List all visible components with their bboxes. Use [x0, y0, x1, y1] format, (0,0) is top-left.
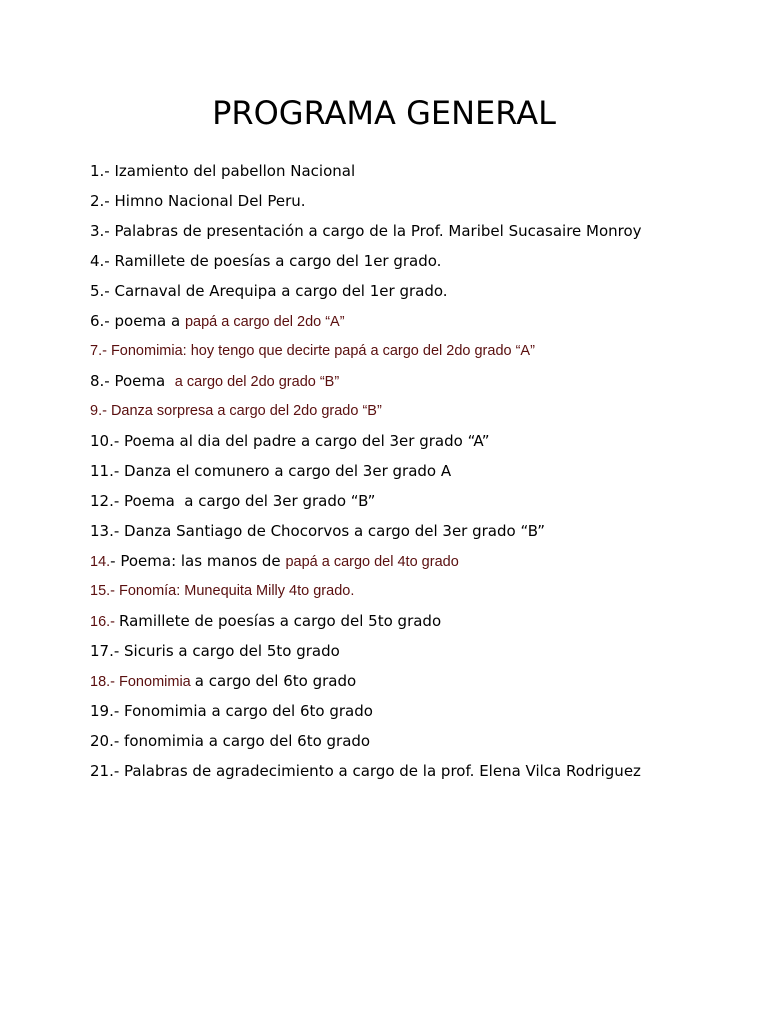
- program-item-text: 14.: [90, 554, 111, 570]
- program-item: [90, 369, 750, 399]
- program-item-text: 13.- Danza Santiago de Chocorvos a cargo del 3er grado “B”: [90, 522, 546, 540]
- program-item: [90, 279, 750, 309]
- program-item-text: 15.- Fonomía: Munequita Milly 4to grado.: [90, 583, 355, 599]
- program-item-text: 2.- Himno Nacional Del Peru.: [90, 192, 306, 210]
- program-item: [90, 189, 750, 219]
- program-item-text: Ramillete de poesías a cargo del 5to grado: [119, 612, 442, 630]
- program-item: [90, 219, 750, 249]
- program-item-text: 9.- Danza sorpresa a cargo del 2do grado “B”: [90, 403, 382, 419]
- program-item: [90, 429, 750, 459]
- program-item-text: 5.- Carnaval de Arequipa a cargo del 1er grado.: [90, 282, 448, 300]
- program-item-text: 17.- Sicuris a cargo del 5to grado: [90, 642, 340, 660]
- program-item-text: papá a cargo del 2do “A”: [184, 314, 345, 330]
- program-item-text: 16.-: [90, 614, 120, 630]
- program-item-text: a cargo del 2do grado “B”: [174, 374, 340, 390]
- program-item: [90, 309, 750, 339]
- program-item: [90, 639, 750, 669]
- program-item: [90, 759, 750, 789]
- program-item: [90, 399, 750, 429]
- program-item-text: 12.- Poema a cargo del 3er grado “B”: [90, 492, 376, 510]
- program-item-text: 19.- Fonomimia a cargo del 6to grado: [90, 702, 373, 720]
- program-item: [90, 699, 750, 729]
- program-item-text: 4.- Ramillete de poesías a cargo del 1er grado.: [90, 252, 442, 270]
- program-item: [90, 579, 750, 609]
- program-item: [90, 489, 750, 519]
- program-item-text: 6.- poema a: [90, 312, 185, 330]
- page-title: PROGRAMA GENERAL: [212, 94, 556, 132]
- program-item: [90, 549, 750, 579]
- program-item: [90, 339, 750, 369]
- program-item-text: a cargo del 6to grado: [194, 672, 357, 690]
- program-item-text: 1.- Izamiento del pabellon Nacional: [90, 162, 356, 180]
- program-item: [90, 159, 750, 189]
- program-item: [90, 609, 750, 639]
- program-item: [90, 519, 750, 549]
- program-item: [90, 459, 750, 489]
- program-item-text: 21.- Palabras de agradecimiento a cargo de la prof. Elena Vilca Rodriguez: [90, 762, 641, 780]
- program-item: [90, 249, 750, 279]
- program-item: [90, 669, 750, 699]
- program-item-text: 10.- Poema al dia del padre a cargo del 3er grado “A”: [90, 432, 490, 450]
- program-item-text: 11.- Danza el comunero a cargo del 3er grado A: [90, 462, 452, 480]
- program-item: [90, 729, 750, 759]
- program-list: [90, 159, 750, 789]
- program-item-text: 3.- Palabras de presentación a cargo de la Prof. Maribel Sucasaire Monroy: [90, 222, 642, 240]
- program-item-text: 20.- fonomimia a cargo del 6to grado: [90, 732, 371, 750]
- program-item-text: 7.- Fonomimia: hoy tengo que decirte papá a cargo del 2do grado “A”: [90, 343, 535, 359]
- program-item-text: papá a cargo del 4to grado: [285, 554, 459, 570]
- program-item-text: - Poema: las manos de: [110, 552, 286, 570]
- program-item-text: 18.- Fonomimia: [90, 674, 195, 690]
- program-item-text: 8.- Poema: [90, 372, 175, 390]
